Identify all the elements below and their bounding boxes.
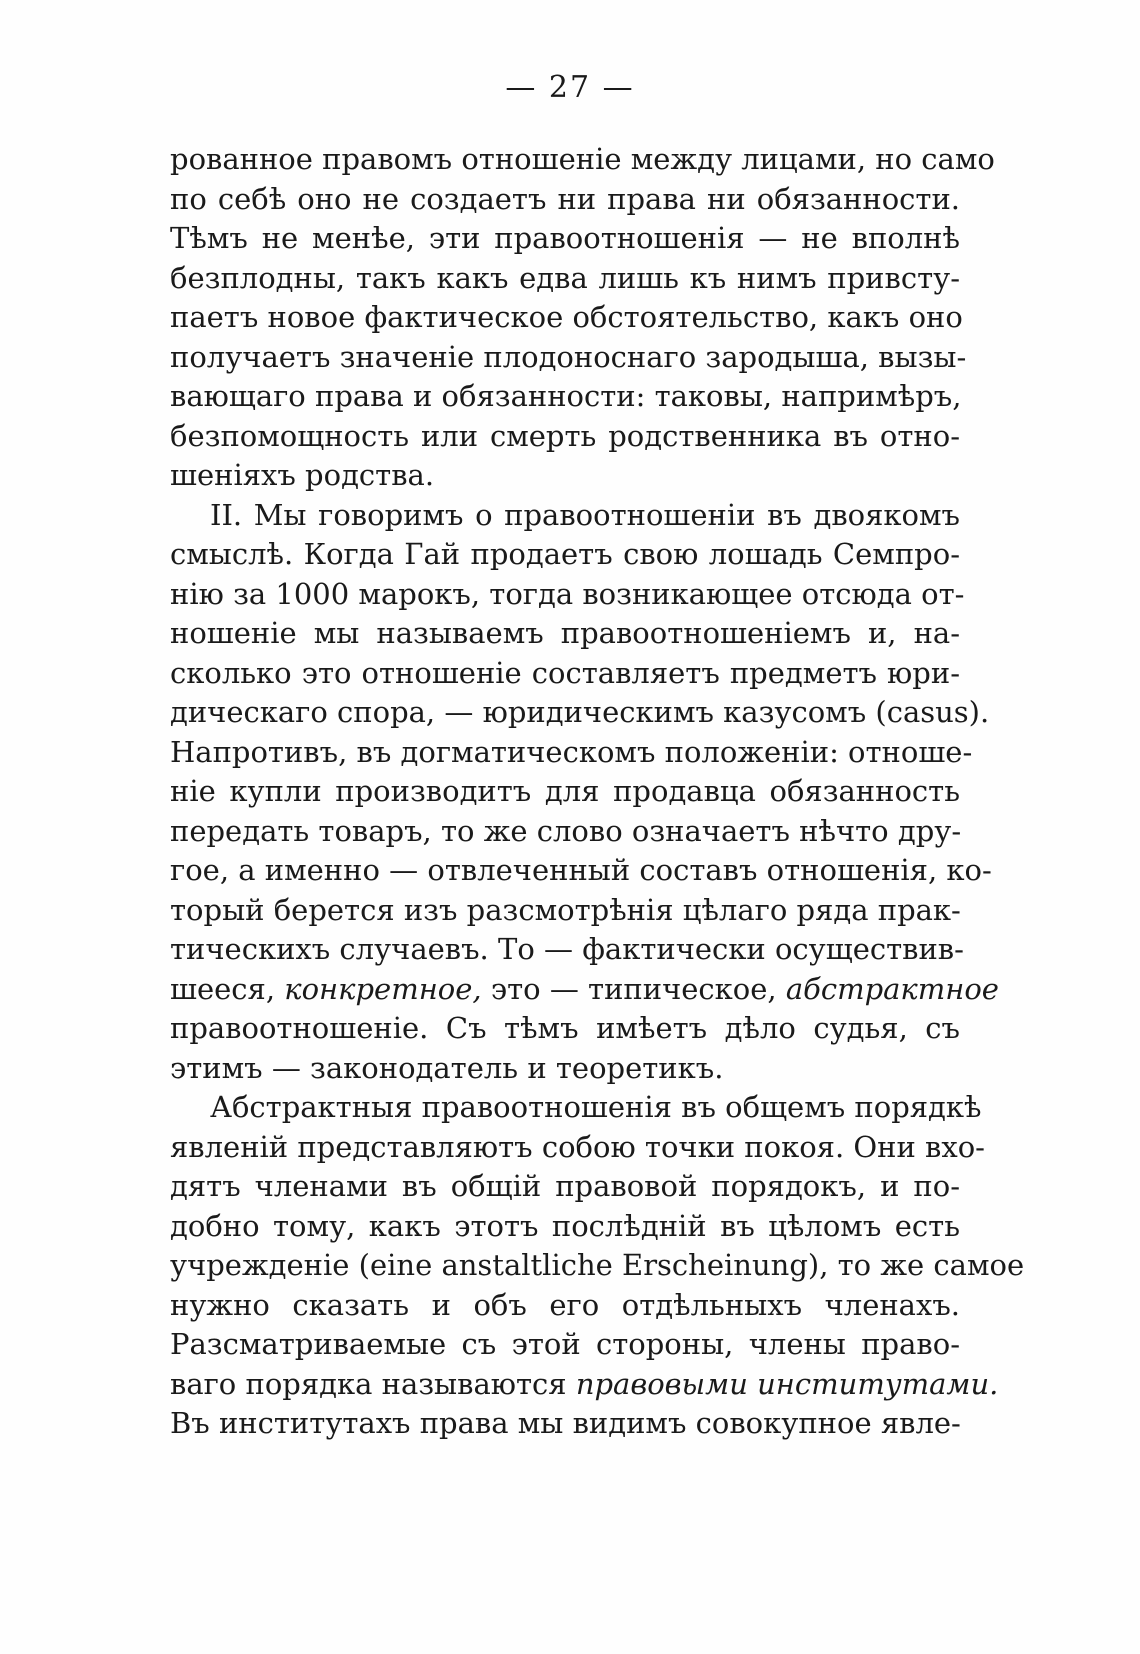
body-text bbox=[170, 140, 1025, 1444]
text-line: Въ институтахъ права мы видимъ совокупное явле- bbox=[170, 1406, 961, 1440]
text-line: нужно сказать и объ его отдѣльныхъ членахъ. bbox=[170, 1287, 960, 1322]
italic-term: правовыми институтами. bbox=[575, 1366, 999, 1401]
italic-term: конкретное, bbox=[284, 971, 482, 1006]
text-line: Разсматриваемые съ этой стороны, члены право- bbox=[170, 1327, 960, 1361]
text-line: торый берется изъ разсмотрѣнія цѣлаго ряда прак- bbox=[170, 892, 961, 927]
page-number: — 27 — bbox=[505, 70, 635, 105]
text-line: смыслѣ. Когда Гай продаетъ свою лошадь Семпро- bbox=[170, 537, 960, 571]
text-line: сколько это отношеніе составляетъ предметъ юри- bbox=[170, 655, 960, 690]
text-line: дическаго спора, — юридическимъ казусомъ (casus). bbox=[170, 695, 990, 729]
italic-term: абстрактное bbox=[785, 971, 999, 1006]
text-line: паетъ новое фактическое обстоятельство, какъ оно bbox=[170, 300, 963, 334]
text-line: безпомощность или смерть родственника въ отно- bbox=[170, 418, 960, 453]
text-line: передать товаръ, то же слово означаетъ нѣчто дру- bbox=[170, 813, 962, 848]
text-line: Тѣмъ не менѣе, эти правоотношенія — не вполнѣ bbox=[170, 221, 960, 255]
text-line: дятъ членами въ общій правовой порядокъ, и по- bbox=[170, 1169, 960, 1203]
text-line: получаетъ значеніе плодоноснаго зародыша, вызы- bbox=[170, 339, 967, 374]
text-line: Абстрактныя правоотношенія въ общемъ порядкѣ bbox=[210, 1090, 982, 1124]
text-line: вающаго права и обязанности: таковы, напримѣръ, bbox=[170, 379, 962, 413]
text-line: тическихъ случаевъ. То — фактически осуществив- bbox=[170, 932, 964, 966]
text-line: ношеніе мы называемъ правоотношеніемъ и, на- bbox=[170, 616, 960, 650]
text-line: добно тому, какъ этотъ послѣдній въ цѣломъ есть bbox=[170, 1208, 960, 1243]
text-line: II. Мы говоримъ о правоотношеніи въ двоякомъ bbox=[210, 497, 960, 532]
text-line-mixed bbox=[170, 1365, 999, 1405]
text-line: явленій представляютъ собою точки покоя. Они вхо- bbox=[170, 1129, 985, 1164]
text-line: нію за 1000 марокъ, тогда возникающее отсюда от- bbox=[170, 576, 965, 611]
text-line: рованное правомъ отношеніе между лицами, но само bbox=[170, 142, 995, 176]
text-line: шеніяхъ родства. bbox=[170, 458, 435, 492]
text-line: гое, а именно — отвлеченный составъ отношенія, ко- bbox=[170, 853, 992, 887]
text-line: Напротивъ, въ догматическомъ положеніи: отноше- bbox=[170, 734, 973, 769]
text-segment: это — типическое, bbox=[481, 971, 786, 1006]
text-line: этимъ — законодатель и теоретикъ. bbox=[170, 1050, 724, 1085]
text-line: ніе купли производитъ для продавца обязанность bbox=[170, 774, 960, 808]
text-line-mixed bbox=[170, 970, 999, 1010]
text-segment: ваго порядка называются bbox=[170, 1366, 576, 1401]
text-line: безплодны, такъ какъ едва лишь къ нимъ привсту- bbox=[170, 260, 960, 295]
text-line: по себѣ оно не создаетъ ни права ни обязанности. bbox=[170, 181, 960, 216]
text-line: учрежденіе (eine anstaltliche Erscheinung), то же самое bbox=[170, 1248, 1025, 1282]
text-segment: шееся, bbox=[170, 971, 285, 1006]
text-line: правоотношеніе. Съ тѣмъ имѣетъ дѣло судья, съ bbox=[170, 1011, 960, 1045]
